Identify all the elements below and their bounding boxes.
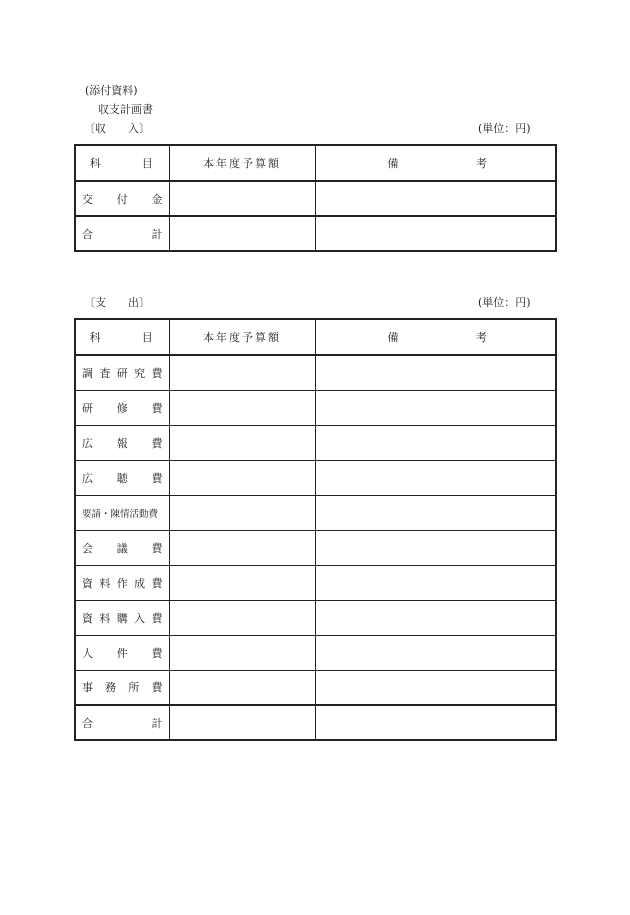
- expense-row-amount: [169, 565, 315, 600]
- expense-row-amount: [169, 600, 315, 635]
- expense-row-note: [315, 390, 556, 425]
- attachment-label: (添付資料): [85, 84, 138, 97]
- expense-total-row: [75, 705, 556, 740]
- expense-header-note: 備 考: [315, 319, 556, 355]
- table-row: [75, 181, 556, 216]
- table-row: [75, 600, 556, 635]
- expense-total-label: 合 計: [75, 705, 169, 740]
- income-table: [74, 144, 557, 252]
- expense-row-note: [315, 600, 556, 635]
- income-total-amount: [169, 216, 315, 251]
- expense-row-note: [315, 635, 556, 670]
- expense-row-amount: [169, 425, 315, 460]
- expense-row-note: [315, 670, 556, 705]
- table-row: [75, 635, 556, 670]
- income-section-label: 〔収 入〕: [84, 122, 150, 135]
- expense-section-label: 〔支 出〕: [84, 296, 150, 309]
- expense-row-note: [315, 495, 556, 530]
- expense-table: [74, 318, 557, 741]
- expense-row-amount: [169, 460, 315, 495]
- expense-row-label: 会 議 費: [75, 530, 169, 565]
- table-row: [75, 460, 556, 495]
- income-total-label: 合 計: [75, 216, 169, 251]
- income-row-label: 交 付 金: [75, 181, 169, 216]
- expense-total-note: [315, 705, 556, 740]
- document-title: 収支計画書: [98, 103, 153, 116]
- table-row: [75, 495, 556, 530]
- table-row: [75, 565, 556, 600]
- expense-row-label: 人 件 費: [75, 635, 169, 670]
- income-table-header: [75, 145, 556, 181]
- income-header-note: 備 考: [315, 145, 556, 181]
- expense-row-amount: [169, 390, 315, 425]
- income-header-amount: 本年度予算額: [169, 145, 315, 181]
- expense-header-amount: 本年度予算額: [169, 319, 315, 355]
- expense-row-label: 研 修 費: [75, 390, 169, 425]
- income-total-note: [315, 216, 556, 251]
- expense-unit-label: (単位：円): [478, 296, 531, 309]
- expense-table-header: [75, 319, 556, 355]
- table-row: [75, 390, 556, 425]
- income-row-amount: [169, 181, 315, 216]
- table-row: [75, 355, 556, 390]
- income-total-row: [75, 216, 556, 251]
- table-row: [75, 530, 556, 565]
- expense-row-note: [315, 460, 556, 495]
- expense-row-label: 資 料 購 入 費: [75, 600, 169, 635]
- expense-row-amount: [169, 670, 315, 705]
- expense-row-label: 調 査 研 究 費: [75, 355, 169, 390]
- expense-row-label: 事 務 所 費: [75, 670, 169, 705]
- expense-row-amount: [169, 530, 315, 565]
- expense-row-label: 広 聴 費: [75, 460, 169, 495]
- table-row: [75, 670, 556, 705]
- expense-row-note: [315, 565, 556, 600]
- expense-row-note: [315, 425, 556, 460]
- table-row: [75, 425, 556, 460]
- income-row-note: [315, 181, 556, 216]
- income-header-item: 科 目: [75, 145, 169, 181]
- expense-row-label: 資 料 作 成 費: [75, 565, 169, 600]
- income-unit-label: (単位：円): [478, 122, 531, 135]
- expense-row-label: 要請・陳情活動費: [75, 495, 169, 530]
- expense-row-amount: [169, 495, 315, 530]
- expense-row-amount: [169, 635, 315, 670]
- expense-header-item: 科 目: [75, 319, 169, 355]
- expense-row-amount: [169, 355, 315, 390]
- expense-row-note: [315, 355, 556, 390]
- expense-row-label: 広 報 費: [75, 425, 169, 460]
- expense-row-note: [315, 530, 556, 565]
- expense-total-amount: [169, 705, 315, 740]
